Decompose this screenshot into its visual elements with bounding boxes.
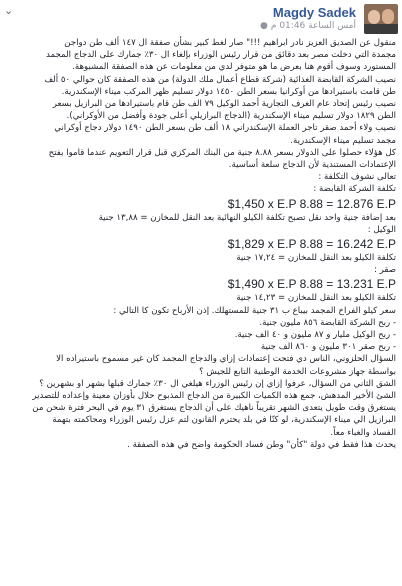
post-line: البرازيل الي ميناء الإسكندرية، لو كنّا في بلد يحترم القانون لتم عزل رئيس الوزراء ومحاكمته بتهمة xyxy=(52,415,396,426)
post-line: - ربح الوكيل مليار و ٨٧ مليون و ٤٠ الف جنية. xyxy=(234,330,396,341)
post-line: كل هؤلاء حصلوا على الدولار بسعر ٨.٨٨ جنية من البنك المركزي قبل قرار التعويم عندما قاموا بفتح xyxy=(48,147,396,158)
post-line: تكلفة الكيلو بعد النقل للمخازن = ١٧,٢٤ جنية xyxy=(236,253,396,264)
post-line: الفساد والغباء معاً. xyxy=(330,427,396,438)
post-line: تكلفة الكيلو بعد النقل للمخازن = ١٤,٢٣ جنية xyxy=(236,293,396,304)
price-line-wakil: $1,829 x E.P 8.88 = 16.242 E.P xyxy=(227,237,396,252)
post-line: نصيب الشركة القابضة الغذائية (شركة قطاع أعمال ملك الدولة) من هذه الصفقة كان حوالي ٥٠ ألف xyxy=(44,74,396,85)
post-line: - ربح الشركة القابضة ٨٥٦ مليون جنية. xyxy=(259,317,396,328)
post-line: يستغرق وقت طويل يتعدى الشهر تقريباً ناهيك على أن الدجاج يستغرق ٣١ يوم في البحر فترة شحن من xyxy=(32,403,396,414)
post-body xyxy=(6,38,396,452)
post-line: يحدث هذا فقط في دولة "كأن" وطن فساد الحكومة واضح في هذه الصفقة . xyxy=(127,439,396,450)
post-line: تعالى نشوف التكلفة : xyxy=(318,172,396,183)
post-line: نصيب رئيس إتحاد عام الغرف التجارية أحمد الوكيل ٧٩ الف طن قام باستيرادها من البرازيل بسعر xyxy=(52,99,396,110)
post-line: الشئ الأخير المدهش، جمع هذه الكميات الكبيرة من الدجاج المذبوح حلال بأوزان معينة وإعداده للتصدير xyxy=(32,391,396,402)
post-line: الشق الثاني من السؤال، عرفوا إزاي إن رئيس الوزراء هيلغي ال ٣٠٪ جمارك قبلها بشهر او بشهرين ؟ xyxy=(39,378,396,389)
post-line: مجمد تسليم ميناء الإسكندرية. xyxy=(290,135,396,146)
post-line: سعر كيلو الفراخ المجمد بيباع ب ٣١ جنية للمستهلك. إذن الأرباح تكون كا التالي : xyxy=(113,305,396,316)
post-line: منقول عن الصديق العزيز نادر ابراهيم !!!" صار لغط كبير بشأن صفقة ال ١٤٧ ألف طن دواجن xyxy=(64,38,396,48)
post-header xyxy=(4,4,398,34)
post-line: - ربح صقر ٣٠١ مليون و ٨٦٠ الف جنية xyxy=(260,342,396,353)
post-line: الإعتمادات المستندية لأن الدجاج سلعة أساسية. xyxy=(228,160,396,171)
avatar-face-right xyxy=(382,9,394,24)
post-line: بعد إضافة جنية واحد نقل تصبح تكلفة الكيلو النهائية بعد النقل للمخازن = ١٣,٨٨ جنية xyxy=(98,212,396,223)
post-meta xyxy=(260,21,356,31)
avatar-face-left xyxy=(368,10,380,24)
globe-icon: ● xyxy=(260,21,268,31)
post-line: الوكيل : xyxy=(367,224,396,235)
post-line: بواسطة جهاز مشروعات الخدمة الوطنية التابع للجيش ؟ xyxy=(199,366,396,377)
post-line: المستورد وسوف أقوم هنا بعرض ما هو متوفر لدي من معلومات عن هذه الصفقة المشبوهة. xyxy=(72,62,396,73)
post-line: نصيب ولاء أحمد صقر تاجر العملة الإسكندراني ١٨ ألف طن بسعر الطن ١٤٩٠ دولار دجاج أوكراني xyxy=(54,123,396,134)
post-line: صقر : xyxy=(373,265,396,276)
post-line: طن قامت باستيرادها من أوكرانيا بسعر الطن ١٤٥٠ دولار تسليم ظهر المركب ميناء الإسكندرية. xyxy=(61,86,396,97)
price-line-saqr: $1,490 x E.P 8.88 = 13.231 E.P xyxy=(227,277,396,292)
author-name[interactable]: Magdy Sadek xyxy=(272,5,356,20)
post-line: مجمدة التي دخلت مصر بعد دقائق من قرار رئيس الوزراء بإلغاء ال ٣٠٪ جمارك على الدجاج المجمد xyxy=(46,50,396,61)
post-line: السؤال الحلزوني، الناس دي فتحت إعتمادات إزاي والدجاج المجمد كان غير مسموح باستيراده الا xyxy=(56,354,396,365)
avatar[interactable] xyxy=(364,4,398,34)
avatar-shirts xyxy=(364,24,398,34)
post-line: تكلفة الشركة القابضة : xyxy=(313,184,396,195)
chevron-down-icon[interactable]: ⌄ xyxy=(4,4,14,17)
price-line-holding: $1,450 x E.P 8.88 = 12.876 E.P xyxy=(227,196,396,211)
post-timestamp[interactable]: أمس الساعة 01:46 م xyxy=(270,21,356,31)
post-line: الطن ١٨٢٩ دولار تسليم ميناء الإسكندرية (الدجاج البرازيلي أعلى جودة وأفضل من الأوكراني). xyxy=(66,111,396,122)
